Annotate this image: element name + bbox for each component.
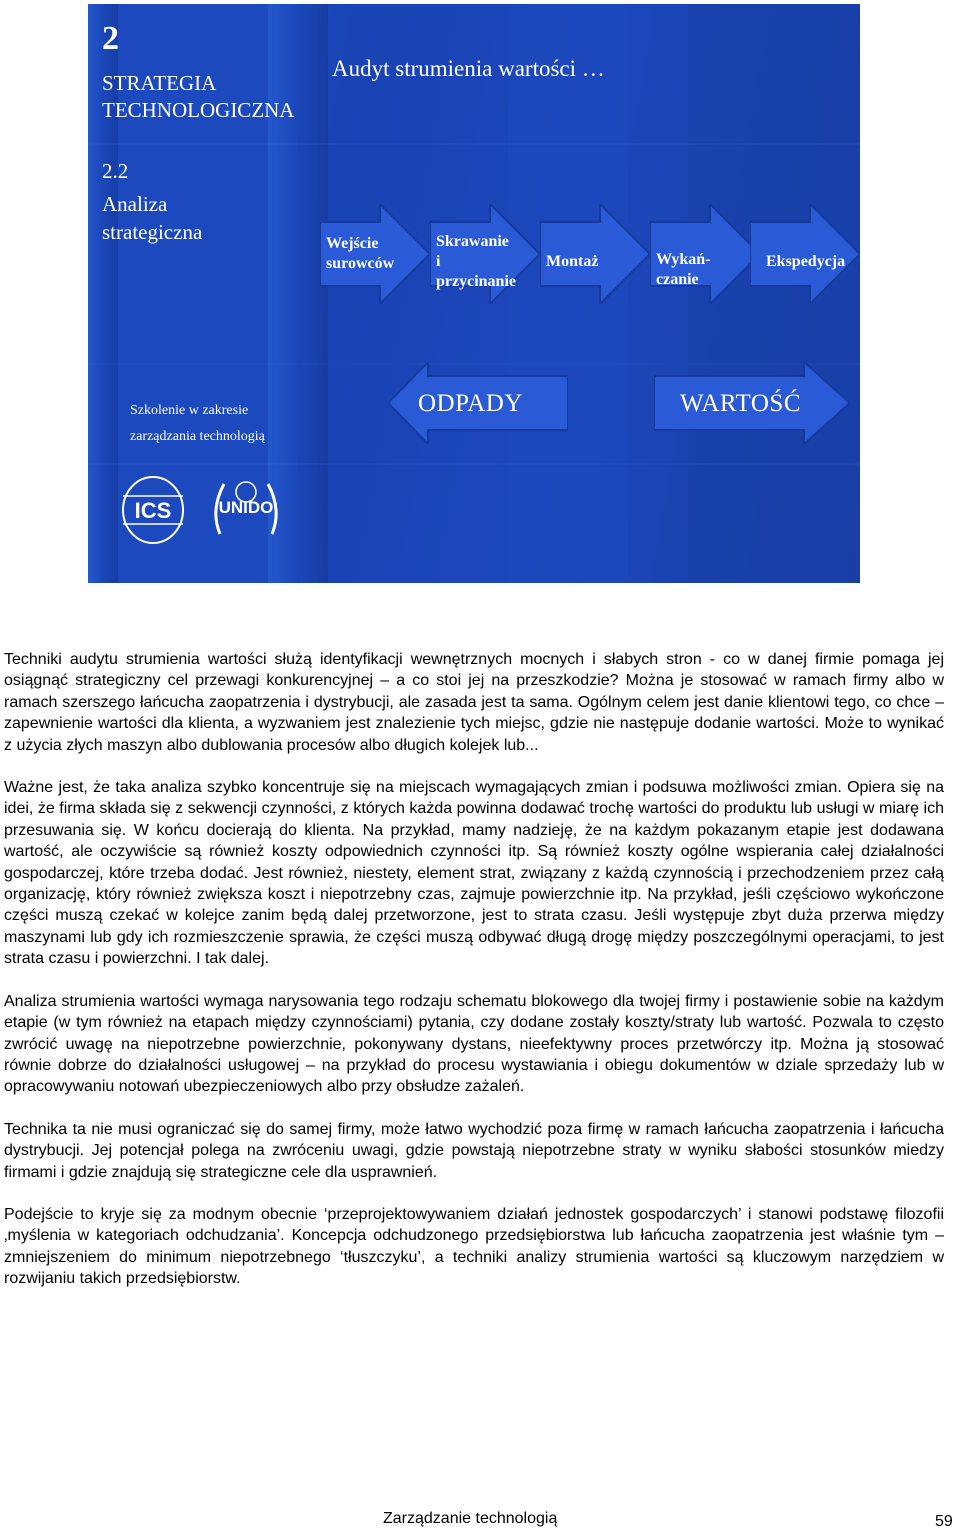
step-label: przycinanie — [436, 273, 516, 290]
value-arrow — [654, 362, 850, 444]
step-label: czanie — [656, 271, 699, 288]
process-arrow-skrawanie — [430, 204, 540, 304]
chapter-title-line: STRATEGIA — [102, 71, 217, 95]
section-title — [102, 190, 202, 246]
process-arrow-wejscie — [320, 204, 430, 304]
process-arrow-ekspedycja — [750, 204, 860, 304]
paragraph: Technika ta nie musi ograniczać się do samej firmy, może łatwo wychodzić poza firmę w ramach łańcucha zaopatrzenia i łańcucha dystrybucji. Jej potencjał polega na zwróceniu uwagi, gdzie powstają niepotrzebne straty w wyniku słabości stosunków miedzy firmami i gdzie znajdują się strategiczne cele dla usprawnień. — [4, 1120, 944, 1181]
training-line: zarządzania technologią — [130, 429, 265, 444]
ics-logo-text: ICS — [134, 498, 172, 523]
slide-image — [88, 4, 860, 583]
section-title-line: Analiza — [102, 192, 168, 216]
paragraph: Podejście to kryje się za modnym obecnie ‘przeprojektowywaniem działań jednostek gospodarczych’ i stanowi podstawę filozofii ‚myślenia w kategoriach odchudzania’. Koncepcja odchudzonego przedsiębiorstwa lub łańcucha zaopatrzenia jest właśnie tym – zmniejszeniem do minimum niepotrzebnego ‘tłuszczyku’, a techniki analizy strumienia wartości są kluczowym narzędziem w rozwijaniu takich przedsiębiorstw. — [4, 1205, 944, 1288]
process-arrow-montaz — [540, 204, 650, 304]
waste-arrow — [388, 362, 568, 444]
step-label: Wykań- — [656, 251, 711, 268]
footer-title: Zarządzanie technologią — [383, 1510, 558, 1527]
paragraph: Ważne jest, że taka analiza szybko koncentruje się na miejscach wymagających zmian i podsuwa możliwości zmian. Opiera się na idei, że firma składa się z sekwencji czynności, z których każda powinna dodawać trochę wartości do produktu lub usługi w miarę ich przesuwania się. W końcu docierają do klienta. Na przykład, mamy nadzieję, że na każdym pokazanym etapie jest dodawana wartość, ale oczywiście są również koszty odpowiednich czynności itp. Są również koszty ogólne wspierania całej działalności gospodarczej, które trzeba dodać. Jest również, niestety, element strat, związany z każdą czynnością i przechodzeniem przez całą organizację, który również zwiększa koszt i niepotrzebny czas, zajmuje powierzchnie itp. Na przykład, jeśli częściowo wykończone części muszą czekać w kolejce zanim będą dalej przetworzone, jest to strata czasu. Jeśli występuje zbyt duża przerwa między maszynami lub gdy ich rozmieszczenie sprawia, że części muszą odbywać długą drogę między poszczególnymi operacjami, to jest strata czasu i powierzchni. I tak dalej. — [4, 779, 944, 968]
document-body — [4, 649, 944, 1311]
training-line: Szkolenie w zakresie — [130, 403, 249, 418]
waste-label: ODPADY — [418, 390, 523, 417]
ics-logo — [122, 476, 184, 544]
chapter-number: 2 — [102, 20, 119, 57]
step-label: Skrawanie — [436, 233, 509, 250]
step-label: Ekspedycja — [766, 253, 846, 270]
section-number: 2.2 — [102, 159, 129, 183]
value-label: WARTOŚĆ — [680, 390, 802, 417]
step-label: Wejście — [326, 235, 379, 252]
step-label: Montaż — [546, 253, 599, 270]
chapter-title — [102, 70, 294, 124]
paragraph: Analiza strumienia wartości wymaga narysowania tego rodzaju schematu blokowego dla twojej firmy i postawienie sobie na każdym etapie (w tym również na etapach między czynnościami) pytania, czy dodane zostały koszty/straty lub wartość. Pozwala to często zwrócić uwagę na niepotrzebne powierzchnie, pokonywany dystans, nieefektywny proces przetwórczy itp. Można ją stosować równie dobrze do działalności usługowej – na przykład do procesu wystawiania i obiegu dokumentów w dziale sprzedaży lub w opracowywaniu notowań ubezpieczeniowych albo przy obsłudze zażaleń. — [4, 992, 944, 1096]
unido-logo — [210, 476, 282, 544]
page-number: 59 — [935, 1513, 953, 1530]
section-title-line: strategiczna — [102, 220, 203, 244]
training-caption — [130, 398, 265, 450]
slide-title: Audyt strumienia wartości … — [332, 56, 605, 81]
step-label: surowców — [326, 255, 395, 272]
step-label: i — [436, 253, 441, 270]
process-arrow-wykanczanie — [650, 204, 760, 304]
unido-logo-text: UNIDO — [218, 498, 274, 517]
paragraph: Techniki audytu strumienia wartości służą identyfikacji wewnętrznych mocnych i słabych stron - co w danej firmie pomaga jej osiągnąć strategiczny cel przewagi konkurencyjnej – a co stoi jej na przeszkodzie? Można je stosować w ramach firmy albo w ramach szerszego łańcucha zaopatrzenia i dystrybucji, ale zasada jest ta sama. Ogólnym celem jest danie klientowi tego, co chce – zapewnienie wartości dla klienta, a wyzwaniem jest znalezienie tych miejsc, gdzie nie następuje dodanie wartości. Może to wynikać z użycia złych maszyn albo dublowania procesów albo długich kolejek lub... — [4, 651, 944, 754]
chapter-title-line: TECHNOLOGICZNA — [102, 98, 295, 122]
